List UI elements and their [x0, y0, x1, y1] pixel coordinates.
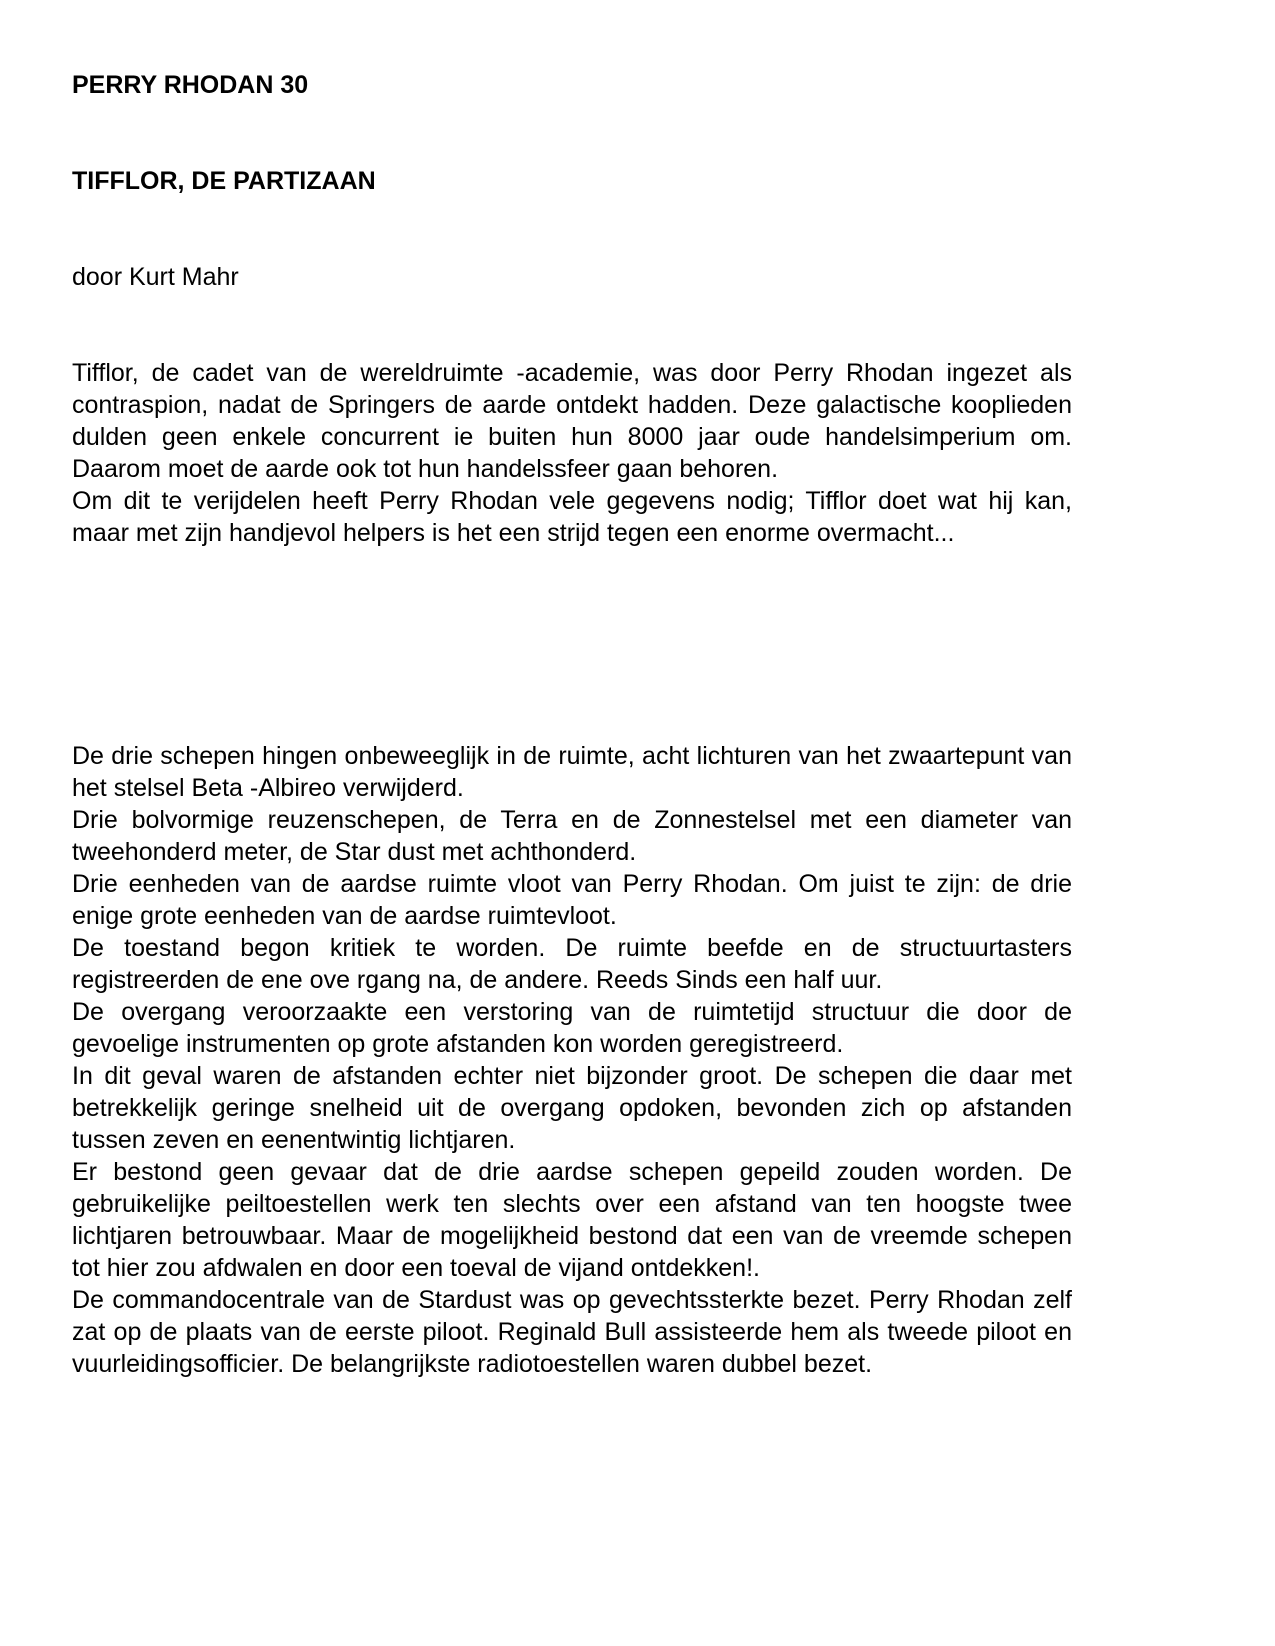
story-paragraph: Drie eenheden van de aardse ruimte vloot van Perry Rhodan. Om juist te zijn: de drie enige grote eenheden van de aardse ruimtevloot. [72, 870, 1072, 930]
story-paragraph: De toestand begon kritiek te worden. De ruimte beefde en de structuurtasters registreerden de ene ove rgang na, de andere. Reeds Sinds een half uur. [72, 934, 1072, 994]
story-paragraph: Drie bolvormige reuzenschepen, de Terra en de Zonnestelsel met een diameter van tweehonderd meter, de Star dust met achthonderd. [72, 806, 1072, 866]
story-paragraph: Er bestond geen gevaar dat de drie aardse schepen gepeild zouden worden. De gebruikelijke peiltoestellen werk ten slechts over een afstand van ten hoogste twee lichtjaren betrouwbaar. Maar de mogelijkheid bestond dat een van de vreemde schepen tot hier zou afdwalen en door een toeval de vijand ontdekken!. [72, 1158, 1072, 1282]
story-paragraph: In dit geval waren de afstanden echter niet bijzonder groot. De schepen die daar met betrekkelijk geringe snelheid uit de overgang opdoken, bevonden zich op afstanden tussen zeven en eenentwintig lichtjaren. [72, 1062, 1072, 1154]
blurb-paragraph: Tifflor, de cadet van de wereldruimte -academie, was door Perry Rhodan ingezet als contraspion, nadat de Springers de aarde ontdekt hadden. Deze galactische kooplieden dulden geen enkele concurrent ie buiten hun 8000 jaar oude handelsimperium om. Daarom moet de aarde ook tot hun handelssfeer gaan behoren. [72, 359, 1072, 483]
blurb-paragraph: Om dit te verijdelen heeft Perry Rhodan vele gegevens nodig; Tifflor doet wat hij kan, maar met zijn handjevol helpers is het een strijd tegen een enorme overmacht... [72, 487, 1072, 547]
story-paragraph: De overgang veroorzaakte een verstoring van de ruimtetijd structuur die door de gevoelige instrumenten op grote afstanden kon worden geregistreerd. [72, 998, 1072, 1058]
book-title: TIFFLOR, DE PARTIZAAN [72, 167, 376, 195]
blurb-section [72, 357, 1072, 549]
story-paragraph: De drie schepen hingen onbeweeglijk in de ruimte, acht lichturen van het zwaartepunt van het stelsel Beta -Albireo verwijderd. [72, 742, 1072, 802]
story-section [72, 740, 1072, 1380]
author-line: door Kurt Mahr [72, 263, 239, 291]
series-title: PERRY RHODAN 30 [72, 71, 309, 99]
story-paragraph: De commandocentrale van de Stardust was op gevechtssterkte bezet. Perry Rhodan zelf zat op de plaats van de eerste piloot. Reginald Bull assisteerde hem als tweede piloot en vuurleidingsofficier. De belangrijkste radiotoestellen waren dubbel bezet. [72, 1286, 1072, 1378]
